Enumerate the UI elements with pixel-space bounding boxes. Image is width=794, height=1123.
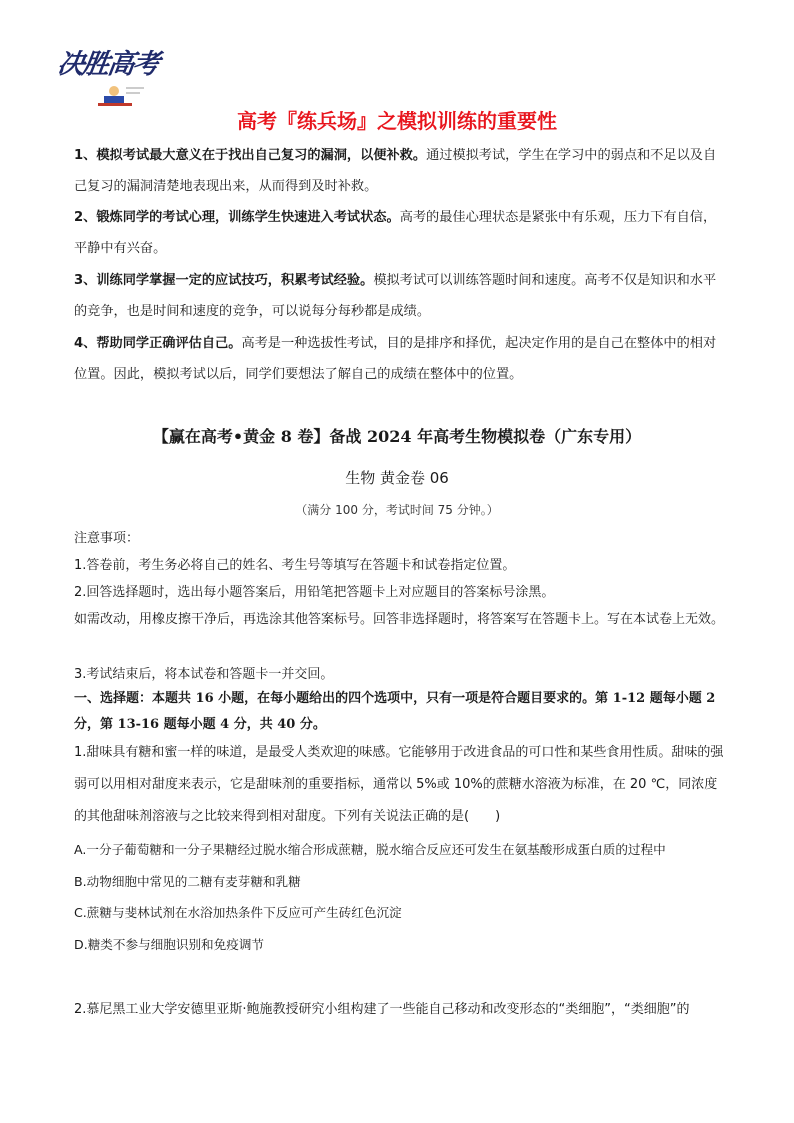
brand-logo <box>55 42 170 112</box>
point-3-text: 模拟考试可以训练答题时间和速度。高考不仅是知识和水平的竞争，也是时间和速度的竞争，可以说每分每秒都是成绩。 <box>74 273 717 319</box>
point-1 <box>74 140 724 202</box>
notice-item-4: 3.考试结束后，将本试卷和答题卡一并交回。 <box>74 667 334 682</box>
point-4 <box>74 328 724 390</box>
exam-heading: 【赢在高考•黄金 8 卷】备战 2024 年高考生物模拟卷（广东专用） <box>152 427 642 446</box>
notice-item-2: 2.回答选择题时，选出每小题答案后，用铅笔把答题卡上对应题目的答案标号涂黑。 <box>74 585 555 600</box>
notice-label: 注意事项： <box>74 531 140 546</box>
notice-item-1: 1.答卷前，考生务必将自己的姓名、考生号等填写在答题卡和试卷指定位置。 <box>74 558 516 573</box>
point-3 <box>74 265 724 327</box>
exam-note: （满分 100 分，考试时间 75 分钟。） <box>295 503 499 517</box>
point-4-text: 高考是一种选拔性考试，目的是排序和择优，起决定作用的是自己在整体中的相对位置。因此，模拟考试以后，同学们要想法了解自己的成绩在整体中的位置。 <box>74 336 717 382</box>
exam-subject: 生物 黄金卷 06 <box>345 469 449 487</box>
point-1-bold: 1、模拟考试最大意义在于找出自己复习的漏洞，以便补救。 <box>74 148 427 163</box>
brand-logo-text: 决胜高考 <box>55 49 160 80</box>
question-1-option-a: A.一分子葡萄糖和一分子果糖经过脱水缩合形成蔗糖，脱水缩合反应还可发生在氨基酸形成蛋白质的过程中 <box>74 842 666 857</box>
notice-item-3: 如需改动，用橡皮擦干净后，再选涂其他答案标号。回答非选择题时，将答案写在答题卡上。写在本试卷上无效。 <box>74 612 725 627</box>
question-1-option-b: B.动物细胞中常见的二糖有麦芽糖和乳糖 <box>74 874 301 889</box>
question-1-stem: 1.甜味具有糖和蜜一样的味道，是最受人类欢迎的味感。它能够用于改进食品的可口性和某些食用性质。甜味的强弱可以用相对甜度来表示，它是甜味剂的重要指标，通常以 5%或 10%的蔗糖水溶液为标准，在 20 ℃，同浓度的其他甜味剂溶液与之比较来得到相对甜度。下列有关说法正确的是( ) <box>74 745 724 824</box>
page-title: 高考『练兵场』之模拟训练的重要性 <box>237 109 557 133</box>
point-3-bold: 3、训练同学掌握一定的应试技巧，积累考试经验。 <box>74 273 374 288</box>
point-2-bold: 2、锻炼同学的考试心理，训练学生快速进入考试状态。 <box>74 210 400 225</box>
point-2-text: 高考的最佳心理状态是紧张中有乐观，压力下有自信，平静中有兴奋。 <box>74 210 717 256</box>
question-1-option-d: D.糖类不参与细胞识别和免疫调节 <box>74 937 265 952</box>
section-heading: 一、选择题：本题共 16 小题，在每小题给出的四个选项中，只有一项是符合题目要求的。第 1-12 题每小题 2 分，第 13-16 题每小题 4 分，共 40 分。 <box>74 691 716 732</box>
question-1-option-c: C.蔗糖与斐林试剂在水浴加热条件下反应可产生砖红色沉淀 <box>74 905 402 920</box>
question-2-stem: 2.慕尼黑工业大学安德里亚斯·鲍施教授研究小组构建了一些能自己移动和改变形态的“类细胞”，“类细胞”的 <box>74 1002 690 1017</box>
point-2 <box>74 202 724 264</box>
point-1-text: 通过模拟考试，学生在学习中的弱点和不足以及自己复习的漏洞清楚地表现出来，从而得到及时补救。 <box>74 148 717 194</box>
point-4-bold: 4、帮助同学正确评估自己。 <box>74 336 242 351</box>
